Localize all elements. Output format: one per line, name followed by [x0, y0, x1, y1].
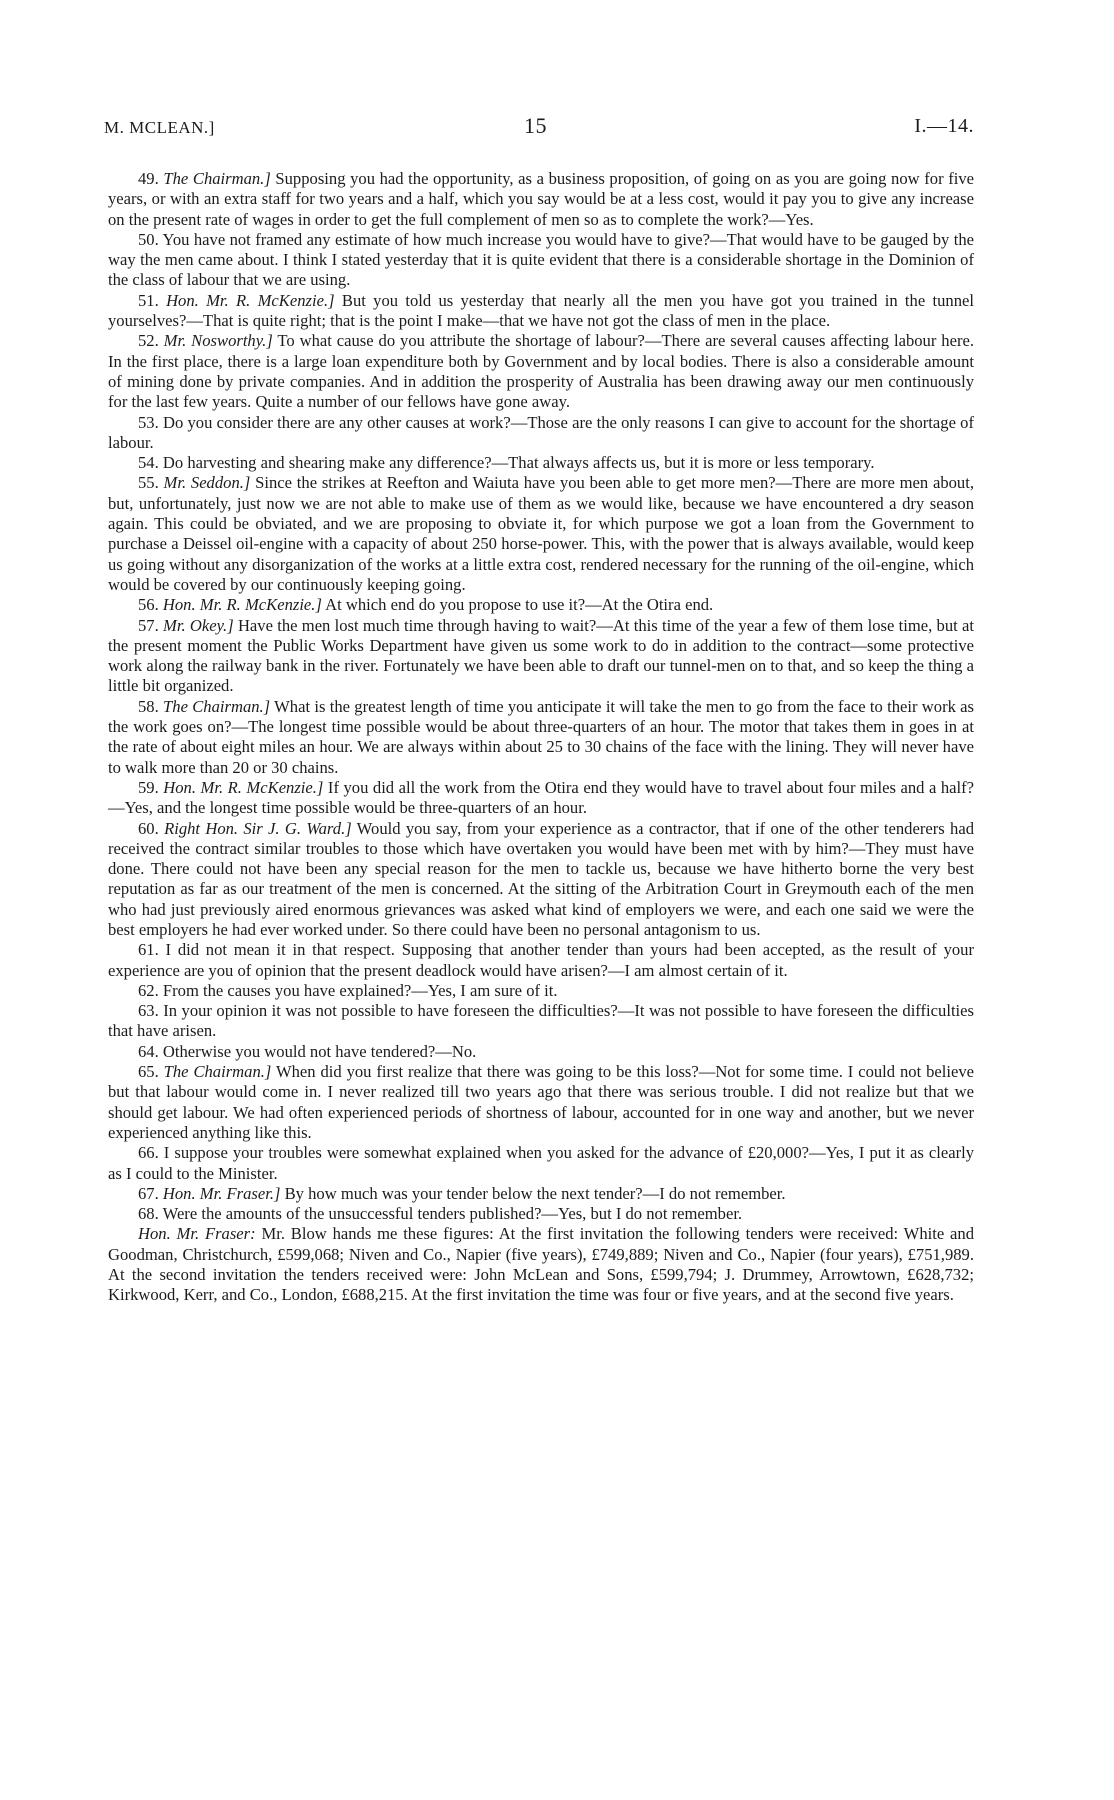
question-number: 52.: [138, 331, 159, 351]
question-paragraph: [108, 1143, 974, 1184]
question-number: 63.: [138, 1001, 159, 1021]
paragraph-text: From the causes you have explained?—Yes, I am sure of it.: [162, 980, 558, 1000]
question-paragraph: [108, 981, 974, 1001]
page-number: 15: [524, 113, 547, 138]
speaker-name: Right Hon. Sir J. G. Ward.]: [164, 818, 352, 838]
question-number: 51.: [138, 290, 159, 310]
paragraph-text: In your opinion it was not possible to have foreseen the difficulties?—It was not possible to have foreseen the difficulties that have arisen.: [108, 1001, 974, 1041]
question-number: 55.: [138, 473, 159, 493]
question-number: 58.: [138, 696, 159, 716]
paragraph-text: By how much was your tender below the next tender?—I do not remember.: [280, 1183, 786, 1203]
paragraph-text: At which end do you propose to use it?—At the Otira end.: [321, 595, 714, 615]
speaker-name: Hon. Mr. Fraser:: [138, 1224, 256, 1244]
question-number: 53.: [138, 412, 159, 432]
paragraph-text: To what cause do you attribute the shortage of labour?—There are several causes affecting labour here. In the first place, there is a large loan expenditure both by Government and by local bodies. There is also a considerable amount of mining done by private companies. And in addition the prosperity of Australia has been drawing away our men continuously for the last few years. Quite a number of our fellows have gone away.: [108, 331, 974, 412]
paragraph-text: Have the men lost much time through having to wait?—At this time of the year a few of them lose time, but at the present moment the Public Works Department have given us some work to do in addition to the contract—some protective work along the railway bank in the river. Fortunately we have been able to draft our tunnel-men on to that, and so keep the thing a little bit organized.: [108, 615, 974, 696]
question-paragraph: [108, 291, 974, 332]
question-paragraph: [108, 1184, 974, 1204]
question-paragraph: [108, 697, 974, 778]
paragraph-text: Supposing you had the opportunity, as a business proposition, of going on as you are going now for five years, or with an extra staff for two years and a half, which you say would be at a less cost, would it pay you to give any increase on the present rate of wages in order to get the full complement of men so as to complete the work?—Yes.: [108, 169, 975, 229]
paragraph-text: Mr. Blow hands me these figures: At the first invitation the following tenders were received: White and Goodman, Christchurch, £599,068; Niven and Co., Napier (five years), £749,889; Niven and Co., Napier (four years), £751,989. At the second invitation the tenders received were: John McLean and Sons, £599,794; J. Drummey, Arrowtown, £628,732; Kirkwood, Kerr, and Co., London, £688,215. At the first invitation the time was four or five years, and at the second five years.: [108, 1224, 975, 1305]
paragraph-text: When did you first realize that there was going to be this loss?—Not for some time. I could not believe but that labour would come in. I never realized till two years ago that there was serious trouble. I did not realize but that we should get labour. We had often experienced periods of shortness of labour, accounted for in one way and another, but we never experienced anything like this.: [108, 1062, 974, 1142]
question-number: 64.: [138, 1041, 159, 1061]
paragraph-text: But you told us yesterday that nearly all the men you have got you trained in the tunnel yourselves?—That is quite right; that is the point I make—that we have not got the class of men in the place.: [108, 290, 974, 331]
speaker-name: The Chairman.]: [163, 169, 271, 188]
question-paragraph: [108, 473, 974, 595]
question-number: 54.: [138, 453, 159, 473]
speaker-name: Hon. Mr. R. McKenzie.]: [163, 777, 324, 797]
paragraph-text: Otherwise you would not have tendered?—No.: [162, 1041, 477, 1061]
question-paragraph: [108, 778, 974, 819]
speaker-name: The Chairman.]: [163, 696, 271, 716]
question-paragraph: [108, 819, 974, 941]
question-number: 65.: [138, 1062, 159, 1082]
page-header: [104, 113, 974, 148]
question-number: 50.: [138, 229, 159, 249]
header-witness-name: M. MCLEAN.]: [104, 118, 215, 137]
question-paragraph: [108, 230, 974, 291]
paragraph-text: Would you say, from your experience as a contractor, that if one of the other tenderers had received the contract similar troubles to those which have overtaken you would have been met with by him?—They must have done. There could not have been any special reason for the men to tackle us, because we have hitherto borne the very best reputation as far as our treatment of the men is concerned. At the sitting of the Arbitration Court in Greymouth each of the men who had just previously aired enormous grievances was asked what kind of employers we were, and each one said we were the best employers he had ever worked under. So there could have been no personal antagonism to us.: [108, 818, 974, 939]
question-number: 57.: [138, 615, 159, 635]
question-paragraph: [108, 1062, 974, 1143]
paragraph-text: What is the greatest length of time you anticipate it will take the men to go from the face to their work as the work goes on?—The longest time possible would be about three-quarters of an hour. The motor that takes them in goes in at the rate of about eight miles an hour. We are always within about 25 to 30 chains of the face with the lining. They will never have to walk more than 20 or 30 chains.: [108, 696, 975, 777]
document-reference: I.—14.: [914, 115, 974, 137]
question-paragraph: [108, 1224, 974, 1305]
question-number: 49.: [138, 169, 159, 188]
paragraph-text: I did not mean it in that respect. Supposing that another tender than yours had been accepted, as the result of your experience are you of opinion that the present deadlock would have arisen?—I am almost certain of it.: [108, 940, 974, 980]
question-paragraph: [108, 1204, 974, 1224]
paragraph-text: Since the strikes at Reefton and Waiuta have you been able to get more men?—There are more men about, but, unfortunately, just now we are not able to make use of them as we would like, because we have encountered a dry season again. This could be obviated, and we are proposing to obviate it, for which purpose we got a loan from the Government to purchase a Deissel oil-engine with a capacity of about 250 horse-power. This, with the power that is always available, would keep us going without any disorganization of the works at a little extra cost, rendered necessary for the running of the oil-engine, which would be covered by our continuously keeping going.: [108, 473, 974, 594]
question-paragraph: [108, 940, 974, 981]
question-number: 66.: [138, 1143, 159, 1163]
speaker-name: Mr. Seddon.]: [163, 473, 251, 493]
question-paragraph: [108, 413, 974, 454]
paragraph-text: I suppose your troubles were somewhat explained when you asked for the advance of £20,000?—Yes, I put it as clearly as I could to the Minister.: [108, 1143, 974, 1183]
question-number: 61.: [138, 940, 159, 960]
question-paragraph: [108, 169, 974, 230]
question-paragraph: [108, 1042, 974, 1062]
paragraph-text: You have not framed any estimate of how much increase you would have to give?—That would have to be gauged by the way the men came about. I think I stated yesterday that it is quite evident that there is a considerable shortage in the Dominion of the class of labour that we are using.: [108, 229, 974, 290]
question-paragraph: [108, 453, 974, 473]
question-number: 56.: [138, 595, 159, 615]
paragraph-text: If you did all the work from the Otira end they would have to travel about four miles and a half?—Yes, and the longest time possible would be three-quarters of an hour.: [108, 777, 974, 818]
speaker-name: Mr. Okey.]: [163, 615, 234, 635]
question-number: 62.: [138, 980, 159, 1000]
paragraph-text: Do harvesting and shearing make any difference?—That always affects us, but it is more or less temporary.: [162, 453, 875, 473]
speaker-name: Hon. Mr. R. McKenzie.]: [162, 595, 322, 615]
speaker-name: Hon. Mr. R. McKenzie.]: [166, 290, 335, 310]
document-body: [108, 169, 974, 1306]
question-paragraph: [108, 1001, 974, 1042]
speaker-name: The Chairman.]: [163, 1062, 272, 1082]
speaker-name: Mr. Nosworthy.]: [163, 331, 273, 351]
question-number: 60.: [138, 818, 159, 838]
question-number: 67.: [138, 1183, 159, 1203]
question-number: 59.: [138, 777, 159, 797]
question-paragraph: [108, 331, 974, 412]
paragraph-text: Do you consider there are any other causes at work?—Those are the only reasons I can give to account for the shortage of labour.: [108, 412, 974, 452]
question-paragraph: [108, 595, 974, 615]
question-paragraph: [108, 616, 974, 697]
question-number: 68.: [138, 1204, 159, 1224]
paragraph-text: Were the amounts of the unsuccessful tenders published?—Yes, but I do not remember.: [162, 1204, 743, 1224]
speaker-name: Hon. Mr. Fraser.]: [162, 1183, 281, 1203]
